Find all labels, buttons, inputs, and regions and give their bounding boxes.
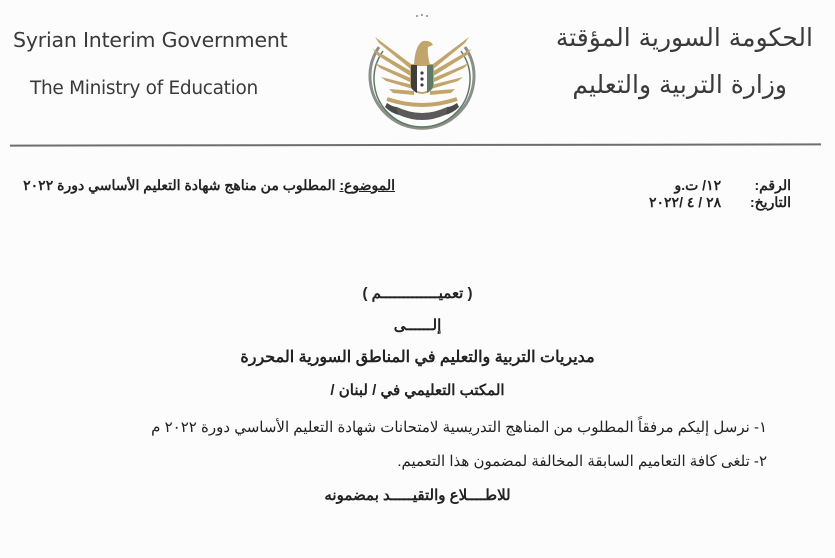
letterhead-english-title: Syrian Interim Government xyxy=(13,28,288,52)
to-label: إلــــــى xyxy=(393,317,442,334)
recipient-line-2: المكتب التعليمي في / لبنان / xyxy=(330,382,505,399)
subject-line xyxy=(23,177,395,194)
header-divider xyxy=(10,143,821,146)
closing-line: للاطــــلاع والتقيـــــد بمضمونه xyxy=(324,487,511,504)
letterhead-english-subtitle: The Ministry of Education xyxy=(30,78,258,99)
recipient-line-1: مديريات التربية والتعليم في المناطق السورية المحررة xyxy=(240,349,595,366)
reference-number-label: الرقم: xyxy=(754,177,791,193)
eagle-emblem-icon xyxy=(357,7,487,137)
letterhead-arabic-title: الحكومة السورية المؤقتة xyxy=(555,23,813,52)
letterhead-arabic-subtitle: وزارة التربية والتعليم xyxy=(572,70,787,99)
date-row xyxy=(649,194,791,211)
reference-number-value: ١٢/ ت.و xyxy=(674,177,722,193)
date-label: التاريخ: xyxy=(749,194,791,210)
reference-number-row xyxy=(649,177,791,194)
date-value: ٢٨ / ٤ /٢٠٢٢ xyxy=(649,194,722,210)
subject-text: المطلوب من مناهج شهادة التعليم الأساسي دورة ٢٠٢٢ xyxy=(23,177,336,193)
body-point-2: ٢- تلغى كافة التعاميم السابقة المخالفة لمضمون هذا التعميم. xyxy=(397,453,767,470)
reference-block xyxy=(649,177,791,211)
subject-label: الموضوع: xyxy=(339,177,395,193)
body-point-1: ١- نرسل إليكم مرفقاً المطلوب من المناهج التدريسية لامتحانات شهادة التعليم الأساسي دورة ٢٠٢٢ م xyxy=(151,419,767,436)
circular-heading: ( تعميـــــــــــــم ) xyxy=(362,285,473,302)
